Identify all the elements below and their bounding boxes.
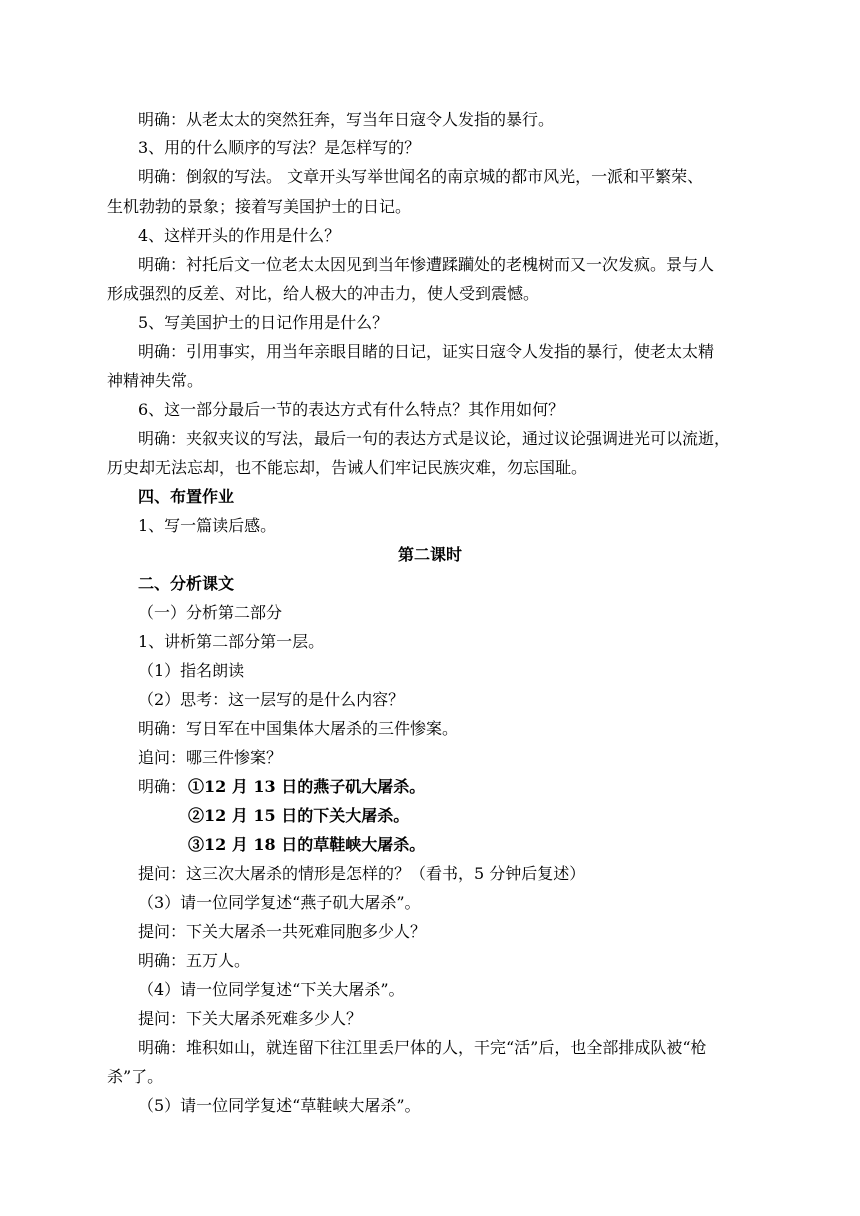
text-line: （5）请一位同学复述“草鞋峡大屠杀”。: [138, 1096, 421, 1115]
text-line: 1、写一篇读后感。: [138, 516, 277, 535]
text-line: 明确：写日军在中国集体大屠杀的三件惨案。: [138, 719, 459, 738]
text-line: 明确：: [138, 777, 187, 796]
text-line: 1、讲析第二部分第一层。: [138, 632, 325, 651]
text-line: 神精神失常。: [107, 371, 204, 390]
text-line: 生机勃勃的景象；接着写美国护士的日记。: [107, 197, 412, 216]
list-item: ①12 月 13 日的燕子矶大屠杀。: [188, 777, 426, 796]
text-line: （1）指名朗读: [138, 661, 245, 680]
text-line: 明确：引用事实，用当年亲眼目睹的日记，证实日寇令人发指的暴行，使老太太精: [138, 342, 715, 361]
text-line: 6、这一部分最后一节的表达方式有什么特点？其作用如何？: [138, 400, 565, 419]
section-heading: 四、布置作业: [138, 487, 235, 506]
text-line: （4）请一位同学复述“下关大屠杀”。: [138, 980, 405, 999]
text-line: 4、这样开头的作用是什么？: [138, 226, 341, 245]
text-line: 提问：这三次大屠杀的情形是怎样的？（看书，5 分钟后复述）: [138, 864, 586, 883]
text-line: 5、写美国护士的日记作用是什么？: [138, 313, 389, 332]
section-heading: 二、分析课文: [138, 574, 235, 593]
text-line: 明确：衬托后文一位老太太因见到当年惨遭蹂躏处的老槐树而又一次发疯。景与人: [138, 255, 715, 274]
text-line: （一）分析第二部分: [138, 603, 283, 622]
text-line: 3、用的什么顺序的写法？是怎样写的？: [138, 138, 421, 157]
text-line: 提问：下关大屠杀死难多少人？: [138, 1009, 363, 1028]
text-line: 明确：夹叙夹议的写法，最后一句的表达方式是议论，通过议论强调进光可以流逝，: [138, 429, 731, 448]
text-line: 追问：哪三件惨案？: [138, 748, 283, 767]
text-line: 历史却无法忘却，也不能忘却，告诫人们牢记民族灾难，勿忘国耻。: [107, 458, 588, 477]
text-line: 明确：五万人。: [138, 951, 251, 970]
text-line: （3）请一位同学复述“燕子矶大屠杀”。: [138, 893, 421, 912]
text-line: 提问：下关大屠杀一共死难同胞多少人？: [138, 922, 427, 941]
text-line: 明确：倒叙的写法。 文章开头写举世闻名的南京城的都市风光，一派和平繁荣、: [138, 167, 704, 186]
text-line: 明确：从老太太的突然狂奔，写当年日寇令人发指的暴行。: [138, 110, 555, 129]
text-line: 明确：堆积如山，就连留下往江里丢尸体的人，干完“活”后，也全部排成队被“枪: [138, 1038, 707, 1057]
list-item: ②12 月 15 日的下关大屠杀。: [188, 806, 410, 825]
lesson-title: 第二课时: [397, 545, 462, 564]
text-line: 形成强烈的反差、对比，给人极大的冲击力，使人受到震憾。: [107, 284, 540, 303]
list-item: ③12 月 18 日的草鞋峡大屠杀。: [188, 835, 426, 854]
text-line: 杀”了。: [107, 1067, 164, 1086]
text-line: （2）思考：这一层写的是什么内容？: [138, 690, 405, 709]
